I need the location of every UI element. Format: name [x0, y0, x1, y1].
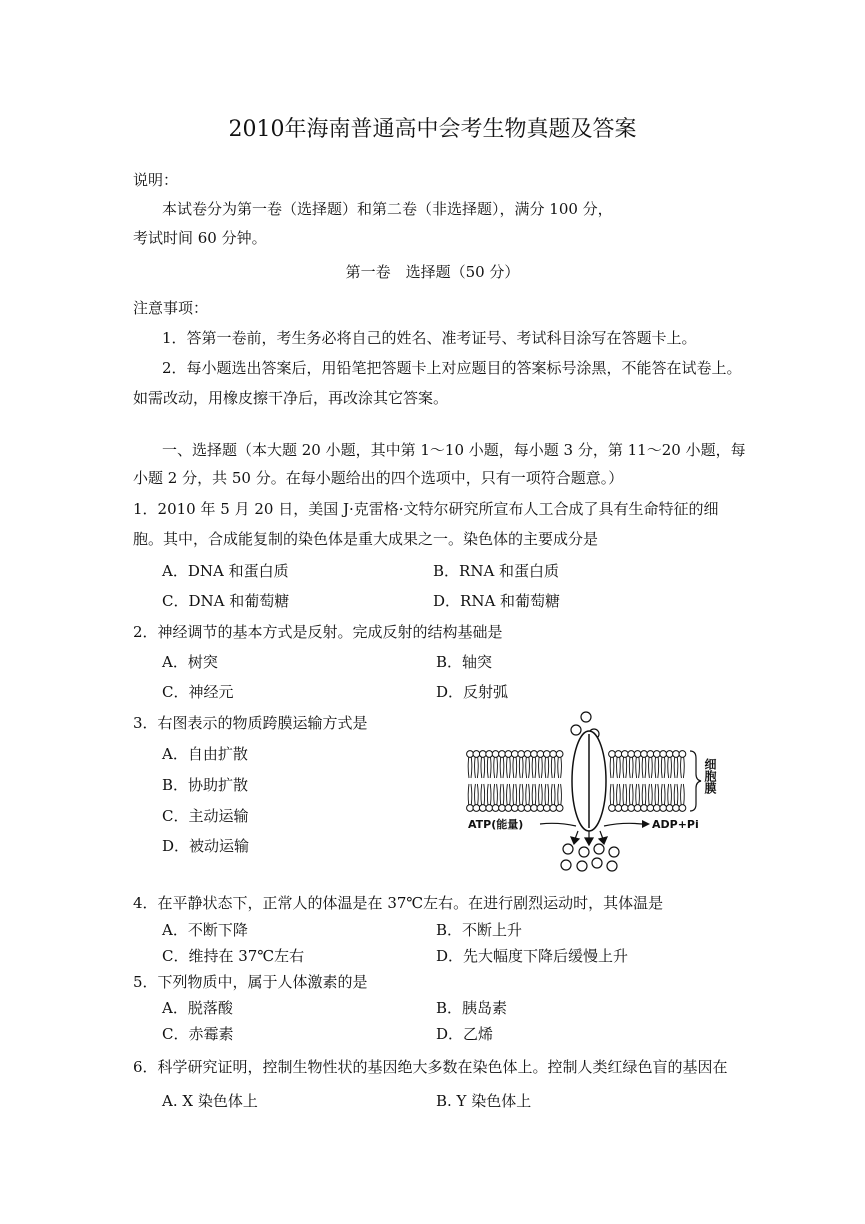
lipid-tail	[629, 784, 633, 805]
q2-option-d: D．反射弧	[436, 683, 509, 701]
attention-item-1: 1．答第一卷前，考生务必将自己的姓名、准考证号、考试科目涂写在答题卡上。	[162, 329, 697, 347]
lipid-tail	[661, 784, 665, 805]
lipid-tail	[481, 784, 485, 805]
lipid-head	[556, 805, 563, 812]
lipid-head	[673, 751, 680, 758]
lipid-head	[505, 751, 512, 758]
q5-option-b: B．胰岛素	[436, 999, 508, 1017]
q5-option-a: A．脱落酸	[162, 999, 233, 1017]
lipid-head	[634, 805, 641, 812]
lipid-tail	[532, 757, 536, 778]
lipid-head	[615, 751, 622, 758]
lipid-head	[641, 751, 648, 758]
q5-option-c: C．赤霉素	[162, 1025, 234, 1043]
lipid-head	[518, 751, 525, 758]
q1-option-a: A．DNA 和蛋白质	[162, 562, 289, 580]
lipid-tail	[551, 784, 555, 805]
lipid-head	[537, 805, 544, 812]
molecules-inside	[561, 844, 619, 871]
carrier-protein	[572, 731, 606, 831]
lipid-tail	[642, 784, 646, 805]
lipid-tail	[481, 757, 485, 778]
lipid-tail	[494, 757, 498, 778]
note-label: 说明：	[133, 171, 179, 189]
transport-arrows	[571, 831, 607, 845]
lipid-tail	[539, 757, 543, 778]
lipid-head	[673, 805, 680, 812]
lipid-tail	[610, 784, 614, 805]
lipid-tail	[655, 784, 659, 805]
cell-membrane-figure	[458, 706, 728, 876]
q6-stem: 6．科学研究证明，控制生物性状的基因绝大多数在染色体上。控制人类红绿色盲的基因在	[133, 1058, 728, 1076]
lipid-tail	[649, 784, 653, 805]
lipid-head	[653, 751, 660, 758]
lipid-head	[621, 805, 628, 812]
lipid-tail	[610, 757, 614, 778]
lipid-tail	[500, 757, 504, 778]
lipid-tail	[475, 784, 479, 805]
lipid-tail	[513, 784, 517, 805]
attention-item-2-cont: 如需改动，用橡皮擦干净后，再改涂其它答案。	[133, 389, 449, 407]
lipid-head	[467, 805, 474, 812]
lipid-tail	[655, 757, 659, 778]
lipid-tail	[617, 757, 621, 778]
lipid-tail	[468, 784, 472, 805]
lipid-head	[628, 805, 635, 812]
q3-option-c: C．主动运输	[162, 807, 249, 825]
note-line-1: 本试卷分为第一卷（选择题）和第二卷（非选择题），满分 100 分，	[162, 200, 613, 218]
note-line-2: 考试时间 60 分钟。	[133, 229, 267, 247]
lipid-head	[628, 751, 635, 758]
q4-option-c: C．维持在 37℃左右	[162, 947, 305, 965]
lipid-tail	[519, 784, 523, 805]
lipid-head	[634, 751, 641, 758]
q6-option-a: A. X 染色体上	[162, 1092, 258, 1110]
lipid-head	[556, 751, 563, 758]
attention-label: 注意事项：	[133, 299, 209, 317]
lipid-tail	[668, 757, 672, 778]
section-title: 第一卷 选择题（50 分）	[345, 263, 520, 281]
lipid-head	[531, 751, 538, 758]
lipid-tail	[539, 784, 543, 805]
lipid-head	[679, 751, 686, 758]
lipid-head	[550, 805, 557, 812]
lipid-head	[543, 751, 550, 758]
q2-option-c: C．神经元	[162, 683, 234, 701]
lipid-tail	[623, 757, 627, 778]
lipid-head	[647, 751, 654, 758]
q1-stem-line-2: 胞。其中，合成能复制的染色体是重大成果之一。染色体的主要成分是	[133, 530, 599, 548]
lipid-tail	[475, 757, 479, 778]
lipid-head	[492, 805, 499, 812]
lipid-tail	[681, 784, 685, 805]
lipid-head	[486, 751, 493, 758]
lipid-head	[473, 751, 480, 758]
lipid-head	[609, 805, 616, 812]
atp-label: ATP(能量)	[468, 818, 524, 831]
q3-option-d: D．被动运输	[162, 837, 250, 855]
lipid-tail	[674, 784, 678, 805]
lipid-tail	[674, 757, 678, 778]
lipid-head	[486, 805, 493, 812]
lipid-tail	[487, 757, 491, 778]
lipid-head	[473, 805, 480, 812]
membrane-label: 细胞膜	[703, 758, 717, 794]
lipid-head	[505, 805, 512, 812]
q1-stem-line-1: 1．2010 年 5 月 20 日，美国 J·克雷格·文特尔研究所宣布人工合成了具有生命特征的细	[133, 500, 719, 518]
q1-option-c: C．DNA 和葡萄糖	[162, 592, 290, 610]
lipid-head	[479, 751, 486, 758]
lipid-tail	[468, 757, 472, 778]
q5-option-d: D．乙烯	[436, 1025, 494, 1043]
lipid-head	[518, 805, 525, 812]
lipid-tail	[494, 784, 498, 805]
lipid-head	[679, 805, 686, 812]
lipid-head	[647, 805, 654, 812]
lipid-head	[641, 805, 648, 812]
lipid-tail	[500, 784, 504, 805]
lipid-head	[543, 805, 550, 812]
membrane-brace	[690, 751, 701, 811]
lipid-tail	[526, 784, 530, 805]
lipid-tail	[558, 757, 562, 778]
lipid-tail	[545, 784, 549, 805]
lipid-tail	[636, 757, 640, 778]
lipid-head	[537, 751, 544, 758]
lipid-head	[621, 751, 628, 758]
lipid-head	[666, 751, 673, 758]
lipid-head	[609, 751, 616, 758]
lipid-tail	[558, 784, 562, 805]
lipid-head	[511, 751, 518, 758]
q4-stem: 4．在平静状态下，正常人的体温是在 37℃左右。在进行剧烈运动时，其体温是	[133, 894, 664, 912]
atp-arrow	[540, 823, 576, 826]
lipid-tail	[507, 784, 511, 805]
lipid-head	[660, 805, 667, 812]
lipid-head	[499, 805, 506, 812]
lipid-head	[467, 751, 474, 758]
lipid-head	[615, 805, 622, 812]
lipid-head	[653, 805, 660, 812]
q1-option-d: D．RNA 和葡萄糖	[433, 592, 561, 610]
lipid-head	[524, 751, 531, 758]
q3-option-a: A．自由扩散	[162, 745, 248, 763]
lipid-head	[524, 805, 531, 812]
lipid-tail	[668, 784, 672, 805]
q4-option-a: A．不断下降	[162, 921, 248, 939]
lipid-tail	[629, 757, 633, 778]
q5-stem: 5．下列物质中，属于人体激素的是	[133, 973, 368, 991]
lipid-tail	[551, 757, 555, 778]
lipid-tail	[661, 757, 665, 778]
lipid-tail	[513, 757, 517, 778]
q3-option-b: B．协助扩散	[162, 776, 249, 794]
lipid-tail	[519, 757, 523, 778]
attention-item-2: 2．每小题选出答案后，用铅笔把答题卡上对应题目的答案标号涂黑，不能答在试卷上。	[162, 359, 742, 377]
section-instructions-2: 小题 2 分，共 50 分。在每小题给出的四个选项中，只有一项符合题意。）	[133, 469, 624, 487]
q3-stem: 3．右图表示的物质跨膜运输方式是	[133, 714, 368, 732]
lipid-tail	[623, 784, 627, 805]
q6-option-b: B. Y 染色体上	[436, 1092, 532, 1110]
lipid-head	[511, 805, 518, 812]
q2-stem: 2．神经调节的基本方式是反射。完成反射的结构基础是	[133, 623, 503, 641]
lipid-head	[666, 805, 673, 812]
lipid-tail	[636, 784, 640, 805]
lipid-tail	[681, 757, 685, 778]
lipid-tail	[532, 784, 536, 805]
adp-label: ADP+Pi	[652, 818, 699, 831]
q4-option-d: D．先大幅度下降后缓慢上升	[436, 947, 629, 965]
q2-option-a: A．树突	[162, 653, 218, 671]
lipid-tail	[617, 784, 621, 805]
lipid-head	[550, 751, 557, 758]
lipid-tail	[649, 757, 653, 778]
lipid-head	[660, 751, 667, 758]
document-title: 2010年海南普通高中会考生物真题及答案	[228, 117, 637, 142]
lipid-head	[492, 751, 499, 758]
q1-option-b: B．RNA 和蛋白质	[433, 562, 560, 580]
lipid-head	[531, 805, 538, 812]
q2-option-b: B．轴突	[436, 653, 493, 671]
q4-option-b: B．不断上升	[436, 921, 523, 939]
lipid-tail	[487, 784, 491, 805]
lipid-tail	[642, 757, 646, 778]
lipid-tail	[507, 757, 511, 778]
lipid-head	[479, 805, 486, 812]
lipid-tail	[526, 757, 530, 778]
lipid-head	[499, 751, 506, 758]
section-instructions-1: 一、选择题（本大题 20 小题，其中第 1～10 小题，每小题 3 分，第 11～20 小题，每	[162, 441, 746, 459]
lipid-tail	[545, 757, 549, 778]
